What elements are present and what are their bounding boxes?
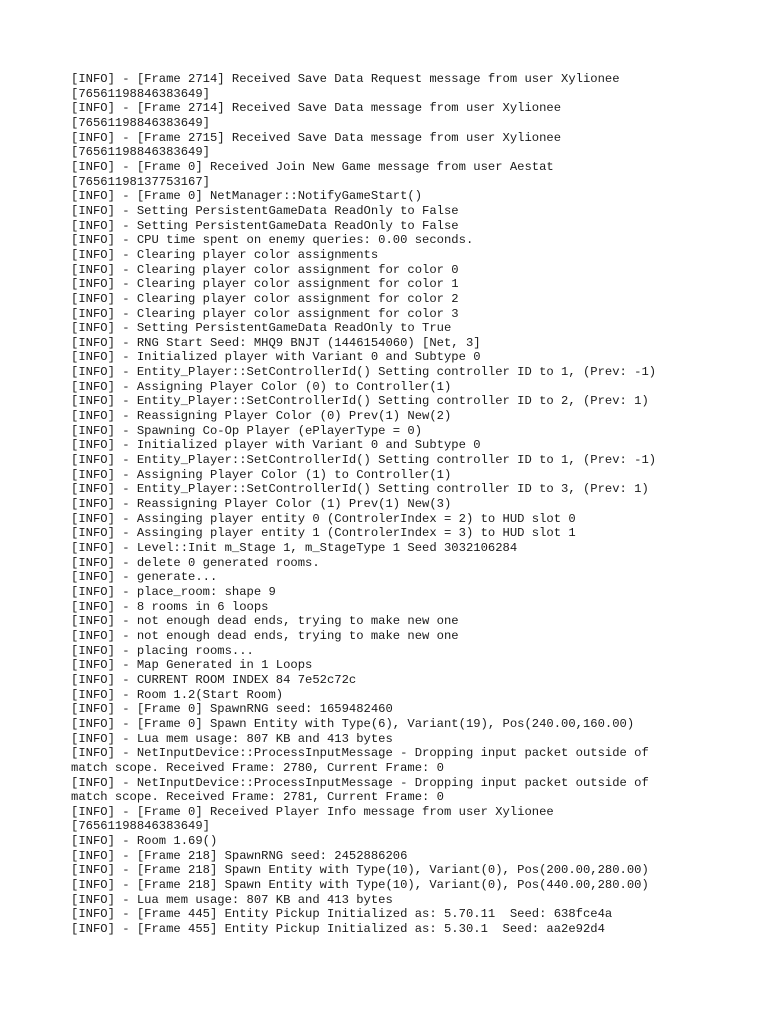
log-line: [INFO] - 8 rooms in 6 loops bbox=[71, 599, 269, 614]
log-line: [INFO] - [Frame 218] Spawn Entity with Type(10), Variant(0), Pos(200.00,280.00) bbox=[71, 863, 649, 878]
log-line: [INFO] - delete 0 generated rooms. bbox=[71, 555, 320, 570]
log-line: [INFO] - Assigning Player Color (0) to Controller(1) bbox=[71, 379, 452, 394]
log-line: [76561198846383649] bbox=[71, 115, 210, 130]
log-line: [INFO] - Entity_Player::SetControllerId() Setting controller ID to 3, (Prev: 1) bbox=[71, 482, 649, 497]
log-line: [INFO] - Assinging player entity 1 (ControlerIndex = 3) to HUD slot 1 bbox=[71, 526, 576, 541]
log-line: [INFO] - Lua mem usage: 807 KB and 413 bytes bbox=[71, 892, 393, 907]
log-line: [INFO] - [Frame 0] Received Player Info message from user Xylionee bbox=[71, 804, 554, 819]
log-line: [INFO] - Assigning Player Color (1) to Controller(1) bbox=[71, 467, 452, 482]
log-line: [INFO] - place_room: shape 9 bbox=[71, 584, 276, 599]
log-line: [INFO] - Clearing player color assignment for color 3 bbox=[71, 306, 459, 321]
log-line: [INFO] - [Frame 0] Received Join New Game message from user Aestat bbox=[71, 159, 554, 174]
log-line: [INFO] - [Frame 445] Entity Pickup Initialized as: 5.70.11 Seed: 638fce4a bbox=[71, 907, 613, 922]
log-line: [INFO] - [Frame 218] Spawn Entity with Type(10), Variant(0), Pos(440.00,280.00) bbox=[71, 878, 649, 893]
log-line: [INFO] - NetInputDevice::ProcessInputMessage - Dropping input packet outside of bbox=[71, 746, 649, 761]
log-line: [INFO] - Room 1.2(Start Room) bbox=[71, 687, 284, 702]
log-line: [INFO] - [Frame 0] SpawnRNG seed: 1659482460 bbox=[71, 702, 393, 717]
log-line: [INFO] - Reassigning Player Color (0) Prev(1) New(2) bbox=[71, 409, 452, 424]
log-line: [INFO] - Entity_Player::SetControllerId() Setting controller ID to 1, (Prev: -1) bbox=[71, 365, 657, 380]
log-line: match scope. Received Frame: 2780, Current Frame: 0 bbox=[71, 760, 444, 775]
log-line: [INFO] - Clearing player color assignment for color 0 bbox=[71, 262, 459, 277]
log-line: [INFO] - Assinging player entity 0 (ControlerIndex = 2) to HUD slot 0 bbox=[71, 511, 576, 526]
log-line: [INFO] - Clearing player color assignments bbox=[71, 247, 379, 262]
log-line: [INFO] - [Frame 218] SpawnRNG seed: 2452886206 bbox=[71, 848, 408, 863]
log-line: [INFO] - Entity_Player::SetControllerId() Setting controller ID to 2, (Prev: 1) bbox=[71, 394, 649, 409]
log-line: [INFO] - RNG Start Seed: MHQ9 BNJT (1446154060) [Net, 3] bbox=[71, 335, 481, 350]
log-line: [76561198846383649] bbox=[71, 86, 210, 101]
log-line: [76561198846383649] bbox=[71, 145, 210, 160]
log-line: [INFO] - Setting PersistentGameData ReadOnly to True bbox=[71, 321, 452, 336]
log-line: [INFO] - Setting PersistentGameData ReadOnly to False bbox=[71, 218, 459, 233]
log-line: [INFO] - NetInputDevice::ProcessInputMessage - Dropping input packet outside of bbox=[71, 775, 649, 790]
log-line: [76561198846383649] bbox=[71, 819, 210, 834]
log-line: [INFO] - generate... bbox=[71, 570, 218, 585]
log-output bbox=[71, 72, 711, 937]
log-line: [INFO] - [Frame 0] NetManager::NotifyGameStart() bbox=[71, 189, 423, 204]
log-line: [INFO] - Clearing player color assignment for color 2 bbox=[71, 291, 459, 306]
log-line: [INFO] - Reassigning Player Color (1) Prev(1) New(3) bbox=[71, 497, 452, 512]
log-line: [INFO] - [Frame 0] Spawn Entity with Type(6), Variant(19), Pos(240.00,160.00) bbox=[71, 716, 635, 731]
log-line: [INFO] - [Frame 2715] Received Save Data message from user Xylionee bbox=[71, 130, 562, 145]
log-line: [INFO] - Entity_Player::SetControllerId() Setting controller ID to 1, (Prev: -1) bbox=[71, 453, 657, 468]
log-line: [INFO] - Clearing player color assignment for color 1 bbox=[71, 277, 459, 292]
log-line: [INFO] - Room 1.69() bbox=[71, 834, 218, 849]
log-line: [INFO] - Setting PersistentGameData ReadOnly to False bbox=[71, 203, 459, 218]
log-line: [INFO] - Initialized player with Variant 0 and Subtype 0 bbox=[71, 438, 481, 453]
log-line: [INFO] - [Frame 455] Entity Pickup Initialized as: 5.30.1 Seed: aa2e92d4 bbox=[71, 922, 605, 937]
log-line: [INFO] - Initialized player with Variant 0 and Subtype 0 bbox=[71, 350, 481, 365]
log-line: [76561198137753167] bbox=[71, 174, 210, 189]
log-line: [INFO] - [Frame 2714] Received Save Data message from user Xylionee bbox=[71, 101, 562, 116]
log-line: [INFO] - not enough dead ends, trying to make new one bbox=[71, 628, 459, 643]
log-line: [INFO] - [Frame 2714] Received Save Data Request message from user Xylionee bbox=[71, 72, 620, 86]
log-line: [INFO] - not enough dead ends, trying to make new one bbox=[71, 614, 459, 629]
log-line: [INFO] - Spawning Co-Op Player (ePlayerType = 0) bbox=[71, 423, 423, 438]
log-line: match scope. Received Frame: 2781, Current Frame: 0 bbox=[71, 790, 444, 805]
log-line: [INFO] - Lua mem usage: 807 KB and 413 bytes bbox=[71, 731, 393, 746]
log-line: [INFO] - CURRENT ROOM INDEX 84 7e52c72c bbox=[71, 672, 357, 687]
log-line: [INFO] - Map Generated in 1 Loops bbox=[71, 658, 313, 673]
log-line: [INFO] - CPU time spent on enemy queries: 0.00 seconds. bbox=[71, 233, 474, 248]
log-line: [INFO] - Level::Init m_Stage 1, m_StageType 1 Seed 3032106284 bbox=[71, 541, 518, 555]
log-line: [INFO] - placing rooms... bbox=[71, 643, 254, 658]
